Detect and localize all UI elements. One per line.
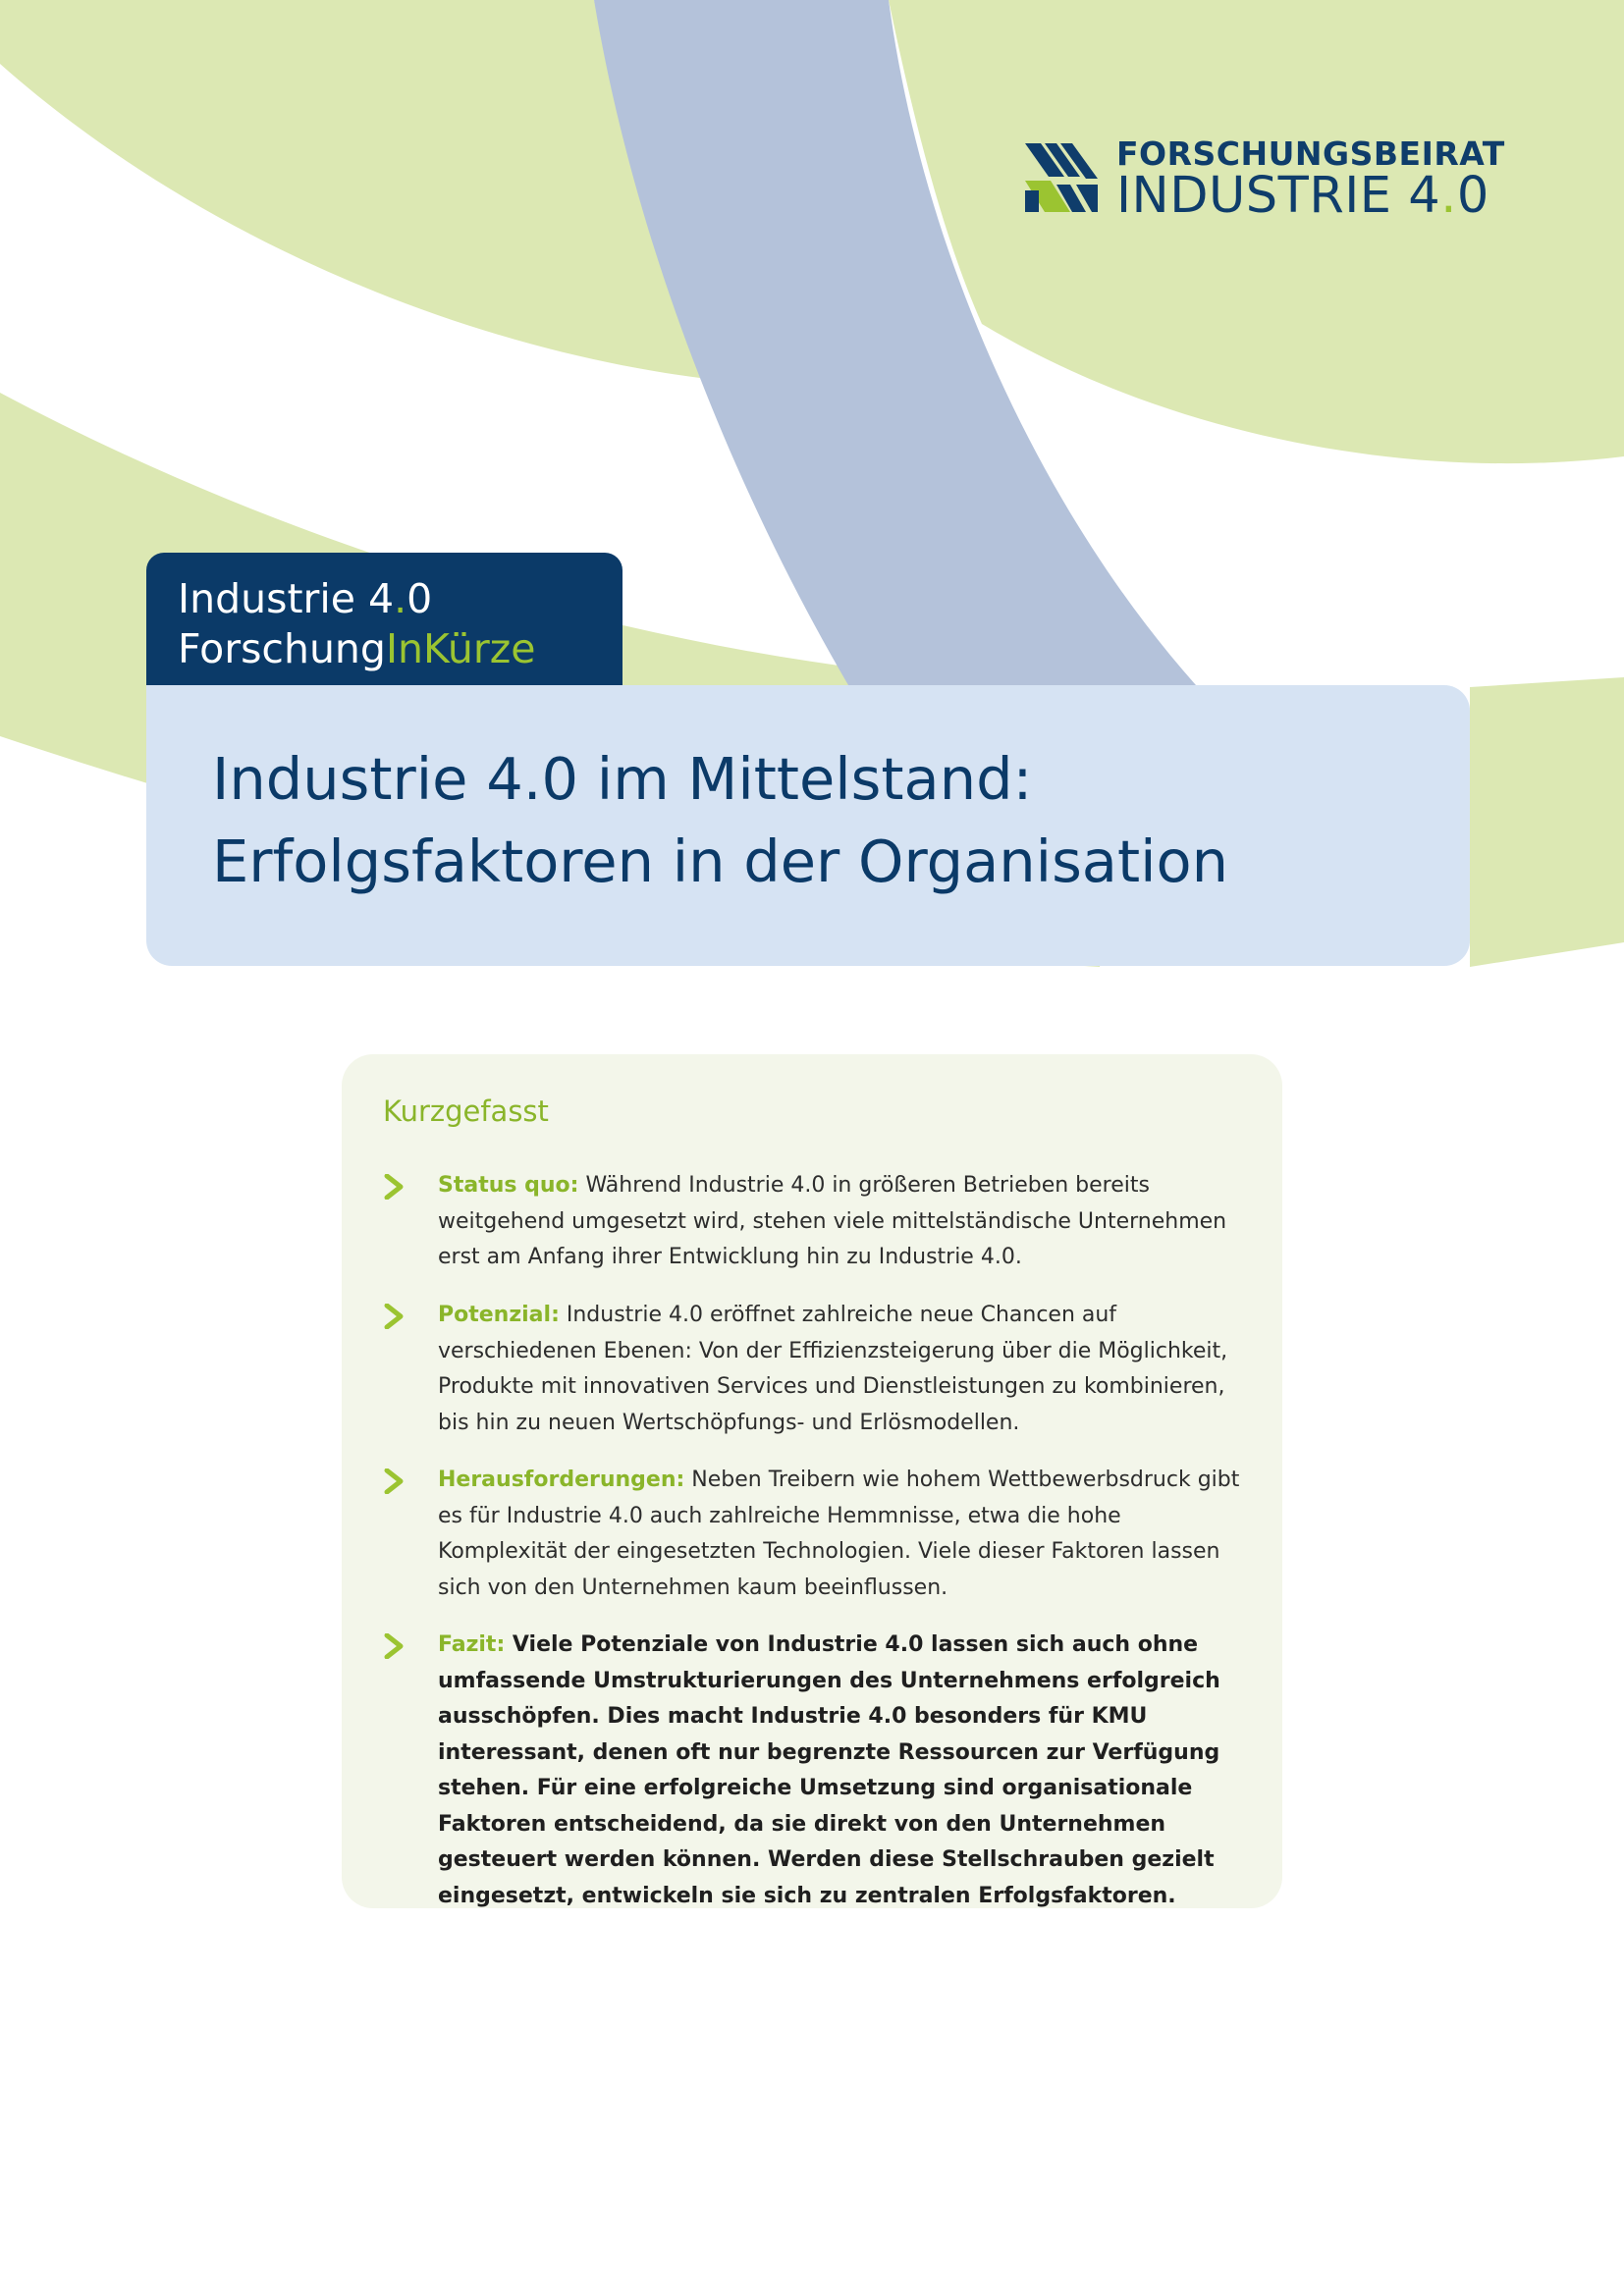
series-label-tab bbox=[146, 553, 623, 685]
logo-text-forschungsbeirat: FORSCHUNGSBEIRAT bbox=[1116, 134, 1505, 173]
document-title-line-2: Erfolgsfaktoren in der Organisation bbox=[212, 828, 1228, 895]
series-subtitle: ForschungInKürze bbox=[178, 625, 536, 672]
summary-item-text: Status quo: Während Industrie 4.0 in größeren Betrieben bereits weitgehend umgesetzt wird, stehen viele mittelständische Unternehmen erst am Anfang ihrer Entwicklung hin zu Industrie 4.0. bbox=[438, 1173, 1227, 1269]
summary-box bbox=[342, 1054, 1282, 1908]
forschungsbeirat-logo bbox=[1021, 134, 1505, 225]
chevron-right-icon bbox=[383, 1468, 405, 1494]
summary-item-text: Herausforderungen: Neben Treibern wie hohem Wettbewerbsdruck gibt es für Industrie 4.0 auch zahlreiche Hemmnisse, etwa die hohe Komplexität der eingesetzten Technologien. Viele dieser Faktoren lassen sich von den Unternehmen kaum beeinflussen. bbox=[438, 1468, 1240, 1600]
summary-item-text: Potenzial: Industrie 4.0 eröffnet zahlreiche neue Chancen auf verschiedenen Ebenen: Von der Effizienzsteigerung über die Möglichkeit, Produkte mit innovativen Services und Dienstleistungen zu kombinieren, bis hin zu neuen Wertschöpfungs- und Erlösmodellen. bbox=[438, 1303, 1228, 1435]
document-title-line-1: Industrie 4.0 im Mittelstand: bbox=[212, 745, 1033, 813]
title-box bbox=[146, 685, 1470, 966]
chevron-right-icon bbox=[383, 1633, 405, 1659]
chevron-right-icon bbox=[383, 1304, 405, 1329]
series-name: Industrie 4.0 bbox=[178, 575, 433, 622]
forschungsbeirat-logo-mark-icon bbox=[1021, 137, 1102, 218]
chevron-right-icon bbox=[383, 1174, 405, 1200]
summary-item-text: Fazit: Viele Potenziale von Industrie 4.0 lassen sich auch ohne umfassende Umstrukturierungen des Unternehmens erfolgreich ausschöpfen. Dies macht Industrie 4.0 besonders für KMU interessant, denen oft nur begrenzte Ressourcen zur Verfügung stehen. Für eine erfolgreiche Umsetzung sind organisationale Faktoren entscheidend, da sie direkt von den Unternehmen gesteuert werden können. Werden diese Stellschrauben gezielt eingesetzt, entwickeln sie sich zu zentralen Erfolgsfaktoren. bbox=[438, 1632, 1220, 1908]
logo-text-industrie: INDUSTRIE 4.0 bbox=[1116, 167, 1489, 225]
summary-heading: Kurzgefasst bbox=[383, 1095, 549, 1128]
